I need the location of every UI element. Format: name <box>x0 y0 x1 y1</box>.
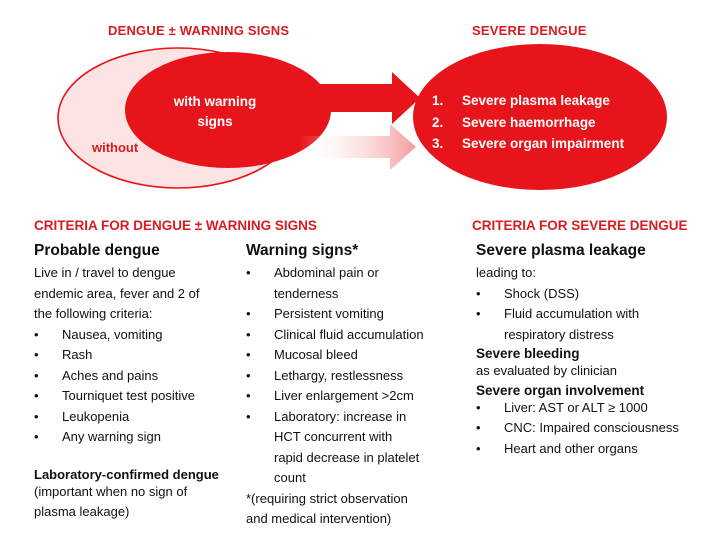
lab-note-line: plasma leakage) <box>34 504 130 519</box>
item-line: • Lethargy, restlessness <box>274 367 404 383</box>
list-item: • Heart and other organs <box>476 439 716 460</box>
severe-item-number: 3. <box>432 136 444 151</box>
organ-list <box>476 398 716 460</box>
severe-dengue-title: SEVERE DENGUE <box>472 23 587 38</box>
item-line: • Clinical fluid accumulation <box>274 326 424 342</box>
list-item: • Any warning sign <box>34 427 239 448</box>
list-item <box>246 325 461 346</box>
list-item <box>476 284 716 305</box>
list-item: • CNC: Impaired consciousness <box>476 418 716 439</box>
list-item <box>246 386 461 407</box>
list-item: • Leukopenia <box>34 407 239 428</box>
severe-criteria-column <box>476 242 716 459</box>
warning-signs-column <box>246 242 461 530</box>
intro-line: endemic area, fever and 2 of <box>34 285 200 301</box>
bleeding-text: as evaluated by clinician <box>476 363 617 378</box>
list-item <box>476 304 716 345</box>
severe-bleeding-heading: Severe bleeding <box>476 346 580 361</box>
leakage-list <box>476 284 716 346</box>
severe-item-text: Severe plasma leakage <box>462 93 610 108</box>
list-item: • Nausea, vomiting <box>34 325 239 346</box>
severe-item <box>432 133 624 155</box>
item-line: • Laboratory: increase in <box>274 408 407 424</box>
severe-item-text: Severe haemorrhage <box>462 114 596 130</box>
lab-confirmed-note <box>34 482 239 523</box>
intro-line: the following criteria: <box>34 306 153 321</box>
item-line: count <box>274 470 306 485</box>
list-item <box>246 366 461 387</box>
with-warning-label <box>163 92 267 132</box>
intro-line: Live in / travel to dengue <box>34 265 176 280</box>
dengue-warning-signs-title: DENGUE ± WARNING SIGNS <box>108 23 290 38</box>
probable-dengue-heading: Probable dengue <box>34 242 160 259</box>
leakage-intro: leading to: <box>476 265 536 280</box>
warning-footnote <box>246 489 461 530</box>
severe-organ-heading: Severe organ involvement <box>476 382 645 398</box>
list-item: • Tourniquet test positive <box>34 386 239 407</box>
probable-intro <box>34 263 239 325</box>
severe-item-number: 1. <box>432 93 444 108</box>
severe-item <box>432 112 624 134</box>
with-warning-line2: signs <box>197 114 233 129</box>
probable-dengue-column <box>34 242 239 523</box>
list-item: • Rash <box>34 345 239 366</box>
lab-note-line: (important when no sign of <box>34 483 188 499</box>
item-line: • Mucosal bleed <box>274 347 358 362</box>
severe-item-number: 2. <box>432 114 444 130</box>
severe-plasma-leakage-heading: Severe plasma leakage <box>476 242 646 259</box>
lab-confirmed-heading: Laboratory-confirmed dengue <box>34 466 219 482</box>
without-label: without <box>92 140 139 155</box>
item-line: • Abdominal pain or <box>274 265 379 280</box>
severe-item <box>432 90 624 112</box>
item-line: • Liver enlargement >2cm <box>274 388 414 403</box>
list-item <box>246 407 461 489</box>
severe-criteria-list <box>432 90 624 155</box>
list-item <box>246 263 461 304</box>
footnote-line: and medical intervention) <box>246 511 392 526</box>
footnote-line: *(requiring strict observation <box>246 490 408 506</box>
item-line: HCT concurrent with <box>274 429 393 444</box>
severe-item-text: Severe organ impairment <box>462 136 625 151</box>
probable-criteria-list <box>34 325 239 448</box>
list-item <box>246 345 461 366</box>
list-item: • Aches and pains <box>34 366 239 387</box>
list-item: • Liver: AST or ALT ≥ 1000 <box>476 398 716 419</box>
criteria-dengue-title: CRITERIA FOR DENGUE ± WARNING SIGNS <box>34 218 317 233</box>
item-line: • Fluid accumulation with <box>504 306 640 321</box>
item-line: rapid decrease in platelet <box>274 449 420 465</box>
criteria-severe-title: CRITERIA FOR SEVERE DENGUE <box>472 218 688 233</box>
warning-signs-list <box>246 263 461 489</box>
item-line: respiratory distress <box>504 326 614 342</box>
item-line: • Persistent vomiting <box>274 306 384 321</box>
item-line: tenderness <box>274 285 339 301</box>
warning-signs-heading: Warning signs* <box>246 242 359 259</box>
item-line: • Shock (DSS) <box>504 285 580 301</box>
with-warning-line1: with warning <box>173 94 257 109</box>
list-item <box>246 304 461 325</box>
